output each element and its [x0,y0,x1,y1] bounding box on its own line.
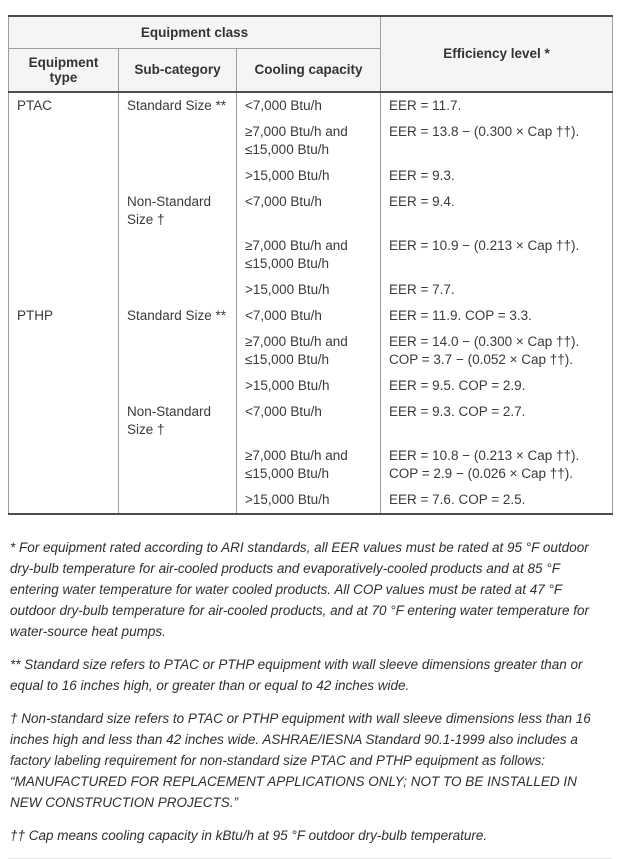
table-row [9,303,613,329]
sub-category-cell: Non-Standard Size † [119,189,237,303]
efficiency-cell: EER = 13.8 − (0.300 × Cap ††). [381,119,613,163]
table-row [9,92,613,119]
efficiency-cell: EER = 11.7. [381,92,613,119]
table-header [9,16,613,92]
cooling-capacity-cell: ≥7,000 Btu/h and ≤15,000 Btu/h [237,443,381,487]
cooling-capacity-cell: >15,000 Btu/h [237,163,381,189]
equipment-type-cell: PTAC [9,92,119,303]
equipment-type-cell: PTHP [9,303,119,514]
cooling-capacity-cell: ≥7,000 Btu/h and ≤15,000 Btu/h [237,119,381,163]
cooling-capacity-cell: >15,000 Btu/h [237,277,381,303]
cooling-capacity-cell: <7,000 Btu/h [237,92,381,119]
col-header-cooling-capacity: Cooling capacity [237,48,381,92]
footnotes-section [8,537,612,846]
cooling-capacity-cell: >15,000 Btu/h [237,373,381,399]
footnote-standard-size: ** Standard size refers to PTAC or PTHP equipment with wall sleeve dimensions greater than or equal to 16 inches high, or greater than or equal to 42 inches wide. [10,656,583,693]
header-row-group [9,16,613,48]
header-efficiency-level: Efficiency level * [381,16,613,92]
equipment-efficiency-table [8,15,613,515]
sub-category-cell: Standard Size ** [119,303,237,399]
footnote-non-standard-size: † Non-standard size refers to PTAC or PTHP equipment with wall sleeve dimensions less than 16 inches high and less than 42 inches wide. ASHRAE/IESNA Standard 90.1-1999 also includes a factory labeling requirement for non-standard size PTAC and PTHP equipment as follows: “MANUFACTURED FOR REPLACEMENT APPLICATIONS ONLY; NOT TO BE INSTALLED IN NEW CONSTRUCTION PROJECTS.” [10,710,591,810]
cooling-capacity-cell: ≥7,000 Btu/h and ≤15,000 Btu/h [237,233,381,277]
cooling-capacity-cell: ≥7,000 Btu/h and ≤15,000 Btu/h [237,329,381,373]
col-header-equipment-type: Equipment type [9,48,119,92]
cooling-capacity-cell: <7,000 Btu/h [237,189,381,233]
col-header-sub-category: Sub-category [119,48,237,92]
efficiency-cell: EER = 9.3. [381,163,613,189]
cooling-capacity-cell: <7,000 Btu/h [237,399,381,443]
efficiency-cell: EER = 9.5. COP = 2.9. [381,373,613,399]
cooling-capacity-cell: <7,000 Btu/h [237,303,381,329]
sub-category-cell: Non-Standard Size † [119,399,237,514]
bottom-divider [8,858,612,859]
table-body [9,92,613,514]
efficiency-cell: EER = 9.3. COP = 2.7. [381,399,613,443]
header-equipment-class: Equipment class [9,16,381,48]
efficiency-cell: EER = 7.6. COP = 2.5. [381,487,613,514]
efficiency-cell: EER = 14.0 − (0.300 × Cap ††). COP = 3.7 − (0.052 × Cap ††). [381,329,613,373]
efficiency-cell: EER = 7.7. [381,277,613,303]
efficiency-cell: EER = 10.9 − (0.213 × Cap ††). [381,233,613,277]
cooling-capacity-cell: >15,000 Btu/h [237,487,381,514]
sub-category-cell: Standard Size ** [119,92,237,189]
footnote-ari-ratings: * For equipment rated according to ARI standards, all EER values must be rated at 95 °F outdoor dry-bulb temperature for air-cooled products and evaporatively-cooled products and at 85 °F entering water temperature for water cooled products. All COP values must be rated at 47 °F outdoor dry-bulb temperature for air-cooled products, and at 70 °F entering water temperature for water-source heat pumps. [10,539,589,639]
efficiency-cell: EER = 10.8 − (0.213 × Cap ††). COP = 2.9 − (0.026 × Cap ††). [381,443,613,487]
efficiency-cell: EER = 9.4. [381,189,613,233]
footnote-cap-definition: †† Cap means cooling capacity in kBtu/h at 95 °F outdoor dry-bulb temperature. [10,827,488,843]
efficiency-cell: EER = 11.9. COP = 3.3. [381,303,613,329]
